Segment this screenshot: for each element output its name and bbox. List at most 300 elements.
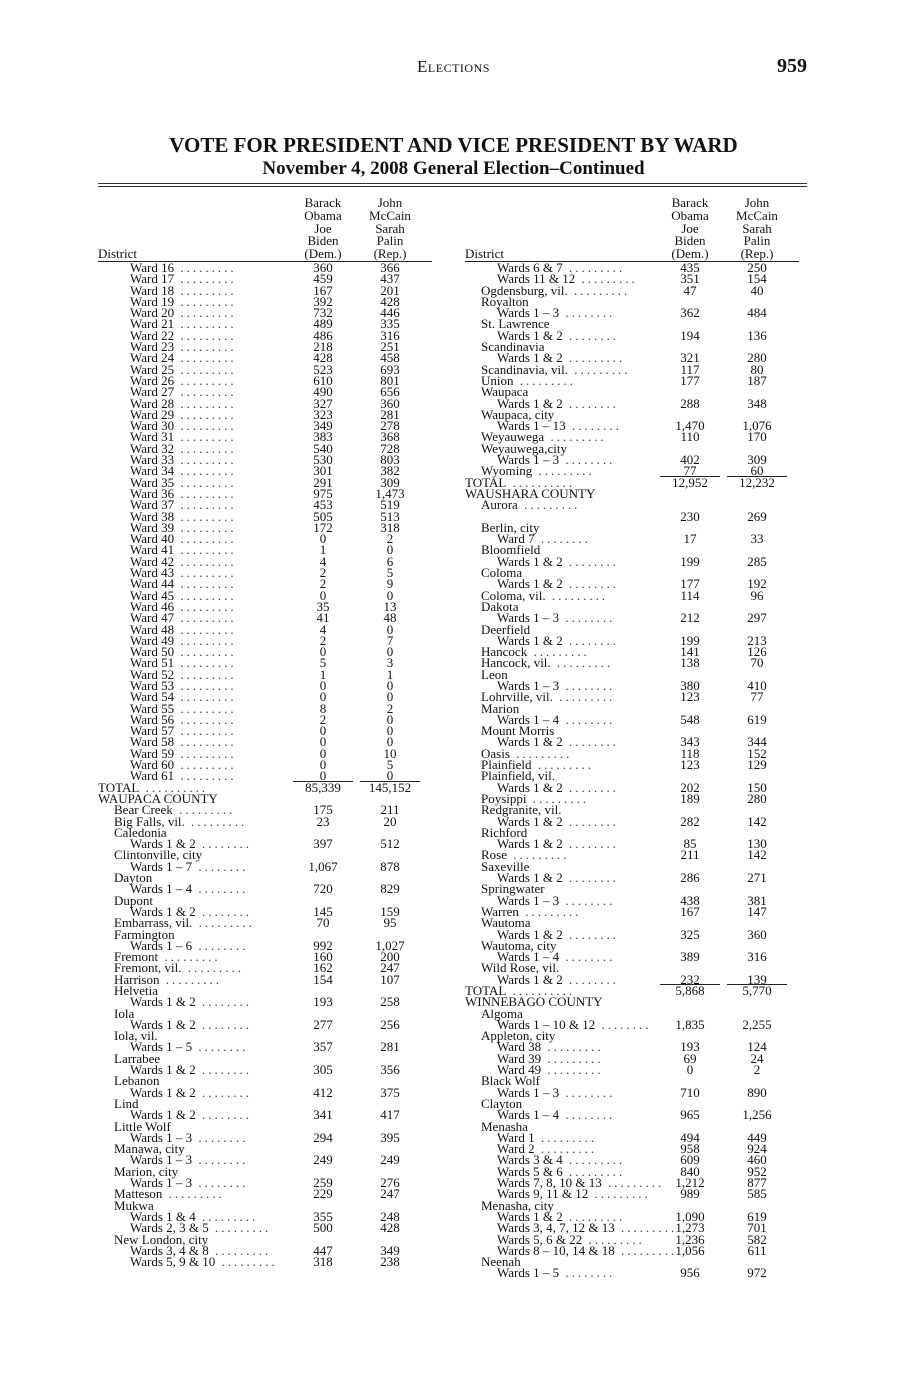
ward-text: Wards 1 & 2 — [130, 1016, 196, 1032]
dem-votes: 989 — [680, 1186, 700, 1202]
dem-votes: 202 — [680, 779, 700, 795]
rep-votes: 344 — [747, 734, 767, 750]
dem-votes: 486 — [313, 327, 333, 343]
district-text: Ward 43 — [130, 565, 175, 581]
rep-votes: 250 — [747, 260, 767, 275]
leader-dots: ......... — [174, 768, 237, 784]
leader-dots: ......... — [534, 1141, 598, 1157]
dem-votes: 249 — [313, 1152, 333, 1168]
dem-votes: 500 — [313, 1220, 333, 1236]
district-header: District — [98, 246, 137, 262]
district-text: Wards 5, 9 & 10 — [130, 1254, 216, 1270]
municipality-name: Saxeville — [481, 858, 530, 874]
table-row — [465, 937, 799, 965]
municipality-name: Little Wolf — [114, 1118, 171, 1134]
dem-votes: 548 — [680, 711, 700, 727]
table-row — [465, 858, 799, 886]
leader-dots: ......... — [174, 384, 237, 400]
ward-text: Wards 1 & 2 — [130, 836, 196, 852]
ward-text: Wards 1 & 2 — [130, 1107, 196, 1123]
district-label — [130, 1254, 278, 1270]
leader-dots: ......... — [552, 689, 616, 705]
district-text: Plainfield — [481, 757, 532, 773]
rep-votes: 368 — [380, 429, 400, 445]
leader-dots: ......... — [588, 1186, 651, 1202]
district-text: Bear Creek — [114, 802, 173, 818]
district-text: Wards 9, 11 & 12 — [497, 1186, 589, 1202]
rep-votes: 619 — [747, 1208, 767, 1224]
leader-dots: ......... — [174, 452, 237, 468]
table-row — [465, 544, 799, 567]
rep-votes: 0 — [386, 621, 394, 637]
dem-votes: 958 — [680, 1141, 700, 1157]
leader-dots: ........ — [562, 926, 619, 942]
leader-dots: ......... — [509, 745, 573, 761]
rep-votes: 382 — [380, 463, 400, 479]
leader-dots: .......... — [139, 779, 209, 795]
dem-votes: 123 — [680, 689, 700, 705]
rep-votes: 356 — [380, 1062, 400, 1078]
dem-votes: 154 — [313, 971, 333, 987]
rep-votes: 0 — [386, 734, 394, 750]
dem-votes: 189 — [680, 790, 700, 806]
rep-votes: 258 — [380, 994, 400, 1010]
district-text: Ward 38 — [130, 508, 175, 524]
section-title: Elections — [417, 57, 490, 76]
district-text: Ward 28 — [130, 395, 175, 411]
leader-dots: ......... — [174, 632, 237, 648]
leader-dots: ......... — [534, 1129, 598, 1145]
rep-votes: 256 — [380, 1016, 400, 1032]
district-text: Fremont — [114, 949, 159, 965]
dem-votes: 459 — [313, 271, 333, 287]
rep-votes: 150 — [747, 779, 767, 795]
rep-votes: 142 — [747, 847, 767, 863]
leader-dots: ........ — [559, 711, 616, 727]
district-text: Ward 42 — [130, 553, 175, 569]
ward-text: Wards 1 – 4 — [497, 1107, 560, 1123]
leader-dots: ......... — [562, 1208, 626, 1224]
municipality-name: Plainfield, vil. — [481, 768, 556, 784]
district-text: Ward 49 — [130, 632, 175, 648]
dem-votes: 4 — [319, 621, 327, 637]
leader-dots: ......... — [174, 463, 237, 479]
district-text: Matteson — [114, 1186, 163, 1202]
dem-votes: 17 — [683, 531, 697, 547]
district-text: Ward 33 — [130, 452, 175, 468]
municipality-name: Royalton — [481, 293, 529, 309]
dem-votes: 343 — [680, 734, 700, 750]
district-text: TOTAL — [465, 983, 507, 998]
ward-text: Wards 1 – 3 — [497, 677, 560, 693]
rep-votes: 360 — [380, 395, 400, 411]
leader-dots: ......... — [174, 610, 237, 626]
rep-votes: 13 — [383, 598, 397, 614]
leader-dots: ......... — [532, 463, 595, 479]
ward-text: Wards 1 & 2 — [497, 836, 563, 852]
ward-text: Wards 1 – 5 — [497, 1265, 560, 1281]
municipality-name: Appleton, city — [481, 1028, 556, 1044]
table-row — [98, 1030, 432, 1053]
leader-dots: ......... — [174, 485, 237, 501]
dem-votes: 1 — [319, 542, 327, 558]
municipality-name: Berlin, city — [481, 519, 540, 535]
rep-votes: 40 — [750, 282, 764, 298]
rep-votes: 269 — [747, 508, 767, 524]
dem-votes: 412 — [313, 1084, 333, 1100]
district-text: Oasis — [481, 745, 510, 761]
leader-dots: ......... — [174, 418, 237, 434]
dem-votes: 118 — [680, 745, 700, 761]
ward-text: Wards 1 & 2 — [497, 971, 563, 987]
dem-votes: 0 — [319, 734, 327, 750]
rep-votes: 428 — [380, 1220, 400, 1236]
rep-votes: 1,076 — [742, 418, 772, 434]
district-text: Ward 51 — [130, 655, 175, 671]
ward-text: Wards 1 & 2 — [497, 813, 563, 829]
column-header — [465, 195, 799, 262]
dem-votes: 840 — [680, 1163, 700, 1179]
leader-dots: ........ — [192, 858, 249, 874]
dem-votes: 277 — [313, 1016, 333, 1032]
leader-dots: ......... — [174, 757, 237, 773]
municipality-name: New London, city — [114, 1231, 209, 1247]
rep-votes: 192 — [747, 576, 767, 592]
dem-votes: 218 — [313, 339, 333, 355]
district-text: Ward 30 — [130, 418, 175, 434]
leader-dots: ........ — [195, 903, 252, 919]
municipality-name: Farmington — [114, 926, 175, 942]
rep-votes: 278 — [380, 418, 400, 434]
district-text: Ward 40 — [130, 531, 175, 547]
municipality-name: Manawa, city — [114, 1141, 185, 1157]
leader-dots: ......... — [550, 655, 614, 671]
dem-votes: 956 — [680, 1265, 700, 1281]
table-row — [465, 621, 799, 648]
rep-votes: 619 — [747, 711, 767, 727]
district-text: Ward 37 — [130, 497, 175, 513]
ward-text: Wards 1 & 2 — [130, 903, 196, 919]
leader-dots: ......... — [614, 1220, 678, 1236]
municipality-name: Redgranite, vil. — [481, 802, 562, 818]
rep-votes: 276 — [380, 1175, 400, 1191]
district-text: Ward 20 — [130, 305, 175, 321]
leader-dots: ......... — [174, 689, 237, 705]
dem-votes: 110 — [680, 429, 700, 445]
leader-dots: ......... — [568, 361, 631, 377]
leader-dots: ........ — [562, 395, 619, 411]
table-row — [465, 1005, 799, 1032]
district-text: Wards 1 & 2 — [497, 350, 563, 366]
district-header: District — [465, 246, 504, 262]
municipality-name: Marion, city — [114, 1163, 179, 1179]
dem-votes: 349 — [313, 418, 333, 434]
dem-votes: 610 — [313, 372, 333, 388]
leader-dots: ......... — [562, 1163, 626, 1179]
rep-header: John McCain Sarah Palin (Rep.) — [736, 195, 778, 262]
dem-votes: 360 — [313, 260, 333, 275]
district-text: Ward 56 — [130, 711, 175, 727]
dem-votes: 530 — [313, 452, 333, 468]
district-text: Ward 24 — [130, 350, 175, 366]
table-row — [465, 1256, 799, 1279]
leader-dots: ......... — [174, 508, 237, 524]
rep-votes: 139 — [727, 974, 787, 985]
dem-votes: 397 — [313, 836, 333, 852]
leader-dots: ......... — [562, 350, 626, 366]
dem-votes: 0 — [319, 723, 327, 739]
dem-votes: 160 — [313, 949, 333, 965]
dem-votes: 305 — [313, 1062, 333, 1078]
district-text: Ward 25 — [130, 361, 175, 377]
leader-dots: ......... — [174, 305, 237, 321]
ward-text: Wards 1 & 2 — [497, 576, 563, 592]
rep-votes: 3 — [386, 655, 394, 671]
table-row — [98, 1118, 432, 1145]
leader-dots: ......... — [174, 700, 237, 716]
table-row — [98, 926, 432, 953]
leader-dots: ........ — [562, 813, 619, 829]
rep-votes: 428 — [380, 293, 400, 309]
district-text: Ward 41 — [130, 542, 175, 558]
rep-votes: 0 — [360, 770, 420, 781]
leader-dots: .......... — [506, 474, 576, 490]
leader-dots: ......... — [562, 260, 626, 275]
leader-dots: ......... — [174, 576, 237, 592]
district-text: Ward 39 — [130, 519, 175, 535]
rep-votes: 152 — [747, 745, 767, 761]
rep-votes: 48 — [383, 610, 397, 626]
leader-dots: ......... — [208, 1242, 272, 1258]
dem-votes: 383 — [313, 429, 333, 445]
ward-text: Wards 1 & 2 — [497, 553, 563, 569]
dem-votes: 0 — [319, 757, 327, 773]
dem-votes: 0 — [686, 1062, 694, 1078]
running-header — [0, 57, 907, 81]
dem-votes: 357 — [313, 1039, 333, 1055]
rep-votes: 458 — [380, 350, 400, 366]
rep-votes: 271 — [747, 870, 767, 886]
rep-votes: 309 — [747, 452, 767, 468]
rep-votes: 1 — [386, 666, 394, 682]
dem-votes: 975 — [313, 485, 333, 501]
district-text: Ward 2 — [497, 1141, 535, 1157]
dem-votes: 212 — [680, 610, 700, 626]
dem-votes: 0 — [319, 677, 327, 693]
leader-dots: ......... — [174, 271, 237, 287]
rep-votes: 20 — [383, 813, 397, 829]
dem-votes: 438 — [680, 892, 700, 908]
table-row — [98, 1050, 432, 1078]
district-text: Weyauwega — [481, 429, 545, 445]
table-row — [465, 917, 799, 940]
table-row — [465, 386, 799, 409]
rep-votes: 1,256 — [742, 1107, 772, 1123]
dem-votes: 294 — [313, 1129, 333, 1145]
leader-dots: ........ — [562, 576, 619, 592]
leader-dots: ......... — [541, 1062, 604, 1078]
dem-votes: 193 — [313, 994, 333, 1010]
dem-votes: 259 — [313, 1175, 333, 1191]
district-text: Wards 1 & 4 — [130, 1208, 196, 1224]
district-text: Harrison — [114, 971, 160, 987]
municipality-name: Clayton — [481, 1095, 523, 1111]
leader-dots: ......... — [162, 1186, 225, 1202]
leader-dots: ........ — [559, 949, 616, 965]
table-row — [465, 700, 799, 727]
rep-votes: 285 — [747, 553, 767, 569]
leader-dots: ......... — [614, 1242, 678, 1258]
leader-dots: ......... — [174, 282, 237, 298]
dem-votes: 435 — [680, 260, 700, 275]
dem-votes: 41 — [316, 610, 330, 626]
leader-dots: ........ — [559, 305, 616, 321]
municipality-name: Dayton — [114, 870, 153, 886]
leader-dots: ........ — [195, 836, 252, 852]
district-text: Ward 52 — [130, 666, 175, 682]
district-text: TOTAL — [98, 779, 140, 795]
dem-votes: 232 — [660, 974, 720, 985]
title-rule-bottom — [98, 186, 807, 187]
rep-votes: 247 — [380, 1186, 400, 1202]
dem-votes: 2 — [319, 632, 327, 648]
dem-votes: 77 — [660, 465, 720, 476]
district-text: Ward 45 — [130, 587, 175, 603]
dem-votes: 453 — [313, 497, 333, 513]
rep-votes: 519 — [380, 497, 400, 513]
dem-votes: 199 — [680, 553, 700, 569]
dem-votes: 175 — [313, 802, 333, 818]
rep-votes: 95 — [383, 915, 397, 931]
ward-text: Wards 1 & 2 — [497, 327, 563, 343]
municipality-name: Wautoma, city — [481, 937, 557, 953]
district-text: Aurora — [481, 497, 518, 513]
ward-text: Wards 1 – 4 — [497, 949, 560, 965]
county-name: WINNEBAGO COUNTY — [465, 994, 603, 1010]
rep-votes: 130 — [747, 836, 767, 852]
leader-dots: ........ — [195, 994, 252, 1010]
district-text: Ward 57 — [130, 723, 175, 739]
ward-text: Wards 1 – 10 & 12 — [497, 1016, 596, 1032]
rep-votes: 0 — [386, 587, 394, 603]
rep-votes: 249 — [380, 1152, 400, 1168]
dem-votes: 523 — [313, 361, 333, 377]
district-text: Ward 32 — [130, 440, 175, 456]
dem-votes: 2 — [319, 711, 327, 727]
leader-dots: ......... — [582, 1231, 645, 1247]
ward-text: Wards 1 – 4 — [497, 711, 560, 727]
table-row — [465, 666, 799, 693]
leader-dots: ........ — [192, 937, 249, 953]
rep-votes: 248 — [380, 1208, 400, 1224]
dem-votes: 1,067 — [308, 858, 338, 874]
leader-dots: ........ — [559, 677, 616, 693]
district-text: Embarrass, vil. — [114, 915, 193, 931]
rep-votes: 460 — [747, 1152, 767, 1168]
rep-votes: 280 — [747, 350, 767, 366]
rep-votes: 70 — [750, 655, 764, 671]
dem-votes: 230 — [680, 508, 700, 524]
rep-votes: 136 — [747, 327, 767, 343]
rep-votes: 129 — [747, 757, 767, 773]
dem-votes: 70 — [316, 915, 330, 931]
dem-votes: 389 — [680, 949, 700, 965]
table-row — [465, 962, 799, 985]
leader-dots: ......... — [517, 497, 581, 513]
dem-votes: 321 — [680, 350, 700, 366]
rep-votes: 10 — [383, 745, 397, 761]
dem-votes: 2 — [319, 576, 327, 592]
rep-votes: 211 — [380, 802, 400, 818]
rep-votes: 360 — [747, 926, 767, 942]
dem-votes: 0 — [319, 644, 327, 660]
rep-votes: 803 — [380, 452, 400, 468]
leader-dots: ......... — [174, 745, 237, 761]
ward-text: Wards 1 & 2 — [130, 1084, 196, 1100]
rep-votes: 200 — [380, 949, 400, 965]
district-text: Ward 48 — [130, 621, 175, 637]
dem-votes: 505 — [313, 508, 333, 524]
leader-dots: ......... — [545, 587, 609, 603]
dem-votes: 5 — [319, 655, 327, 671]
leader-dots: ......... — [159, 971, 222, 987]
district-text: Ward 47 — [130, 610, 175, 626]
district-text: Ward 60 — [130, 757, 175, 773]
ward-text: Wards 1 – 3 — [130, 1152, 193, 1168]
district-text: Ward 34 — [130, 463, 175, 479]
dem-votes: 85 — [683, 836, 697, 852]
table-row — [465, 1095, 799, 1123]
rep-votes: 33 — [750, 531, 764, 547]
rep-votes: 890 — [747, 1084, 767, 1100]
leader-dots: ........ — [192, 1152, 249, 1168]
municipality-name: Coloma — [481, 565, 523, 581]
dem-votes: 341 — [313, 1107, 333, 1123]
leader-dots: ......... — [174, 350, 237, 366]
leader-dots: ........ — [195, 1062, 252, 1078]
rep-votes: 159 — [380, 903, 400, 919]
leader-dots: ......... — [174, 677, 237, 693]
dem-header: Barack Obama Joe Biden (Dem.) — [304, 195, 342, 262]
dem-votes: 35 — [316, 598, 330, 614]
leader-dots: ......... — [174, 519, 237, 535]
left-column — [98, 195, 432, 1270]
dem-votes: 47 — [683, 282, 697, 298]
rep-votes: 1,027 — [375, 937, 405, 953]
table-row — [98, 1075, 432, 1098]
municipality-name: Wautoma — [481, 915, 531, 931]
district-text: Ward 46 — [130, 598, 175, 614]
dem-votes: 490 — [313, 384, 333, 400]
dem-votes: 145 — [313, 903, 333, 919]
leader-dots: ......... — [541, 1050, 604, 1066]
leader-dots: ......... — [174, 361, 237, 377]
ward-text: Wards 1 – 3 — [497, 1084, 560, 1100]
leader-dots: ......... — [174, 497, 237, 513]
rep-votes: 728 — [380, 440, 400, 456]
municipality-name: Menasha — [481, 1118, 528, 1134]
leader-dots: ........ — [192, 1039, 249, 1055]
table-row — [98, 1005, 432, 1032]
table-subtitle: November 4, 2008 General Election–Continued — [262, 158, 645, 179]
rep-votes: 0 — [386, 689, 394, 705]
leader-dots: ......... — [174, 666, 237, 682]
district-text: Ward 35 — [130, 474, 175, 490]
leader-dots: ........ — [562, 779, 619, 795]
rep-votes: 5 — [386, 565, 394, 581]
rep-votes: 24 — [750, 1050, 764, 1066]
district-text: Ward 59 — [130, 745, 175, 761]
